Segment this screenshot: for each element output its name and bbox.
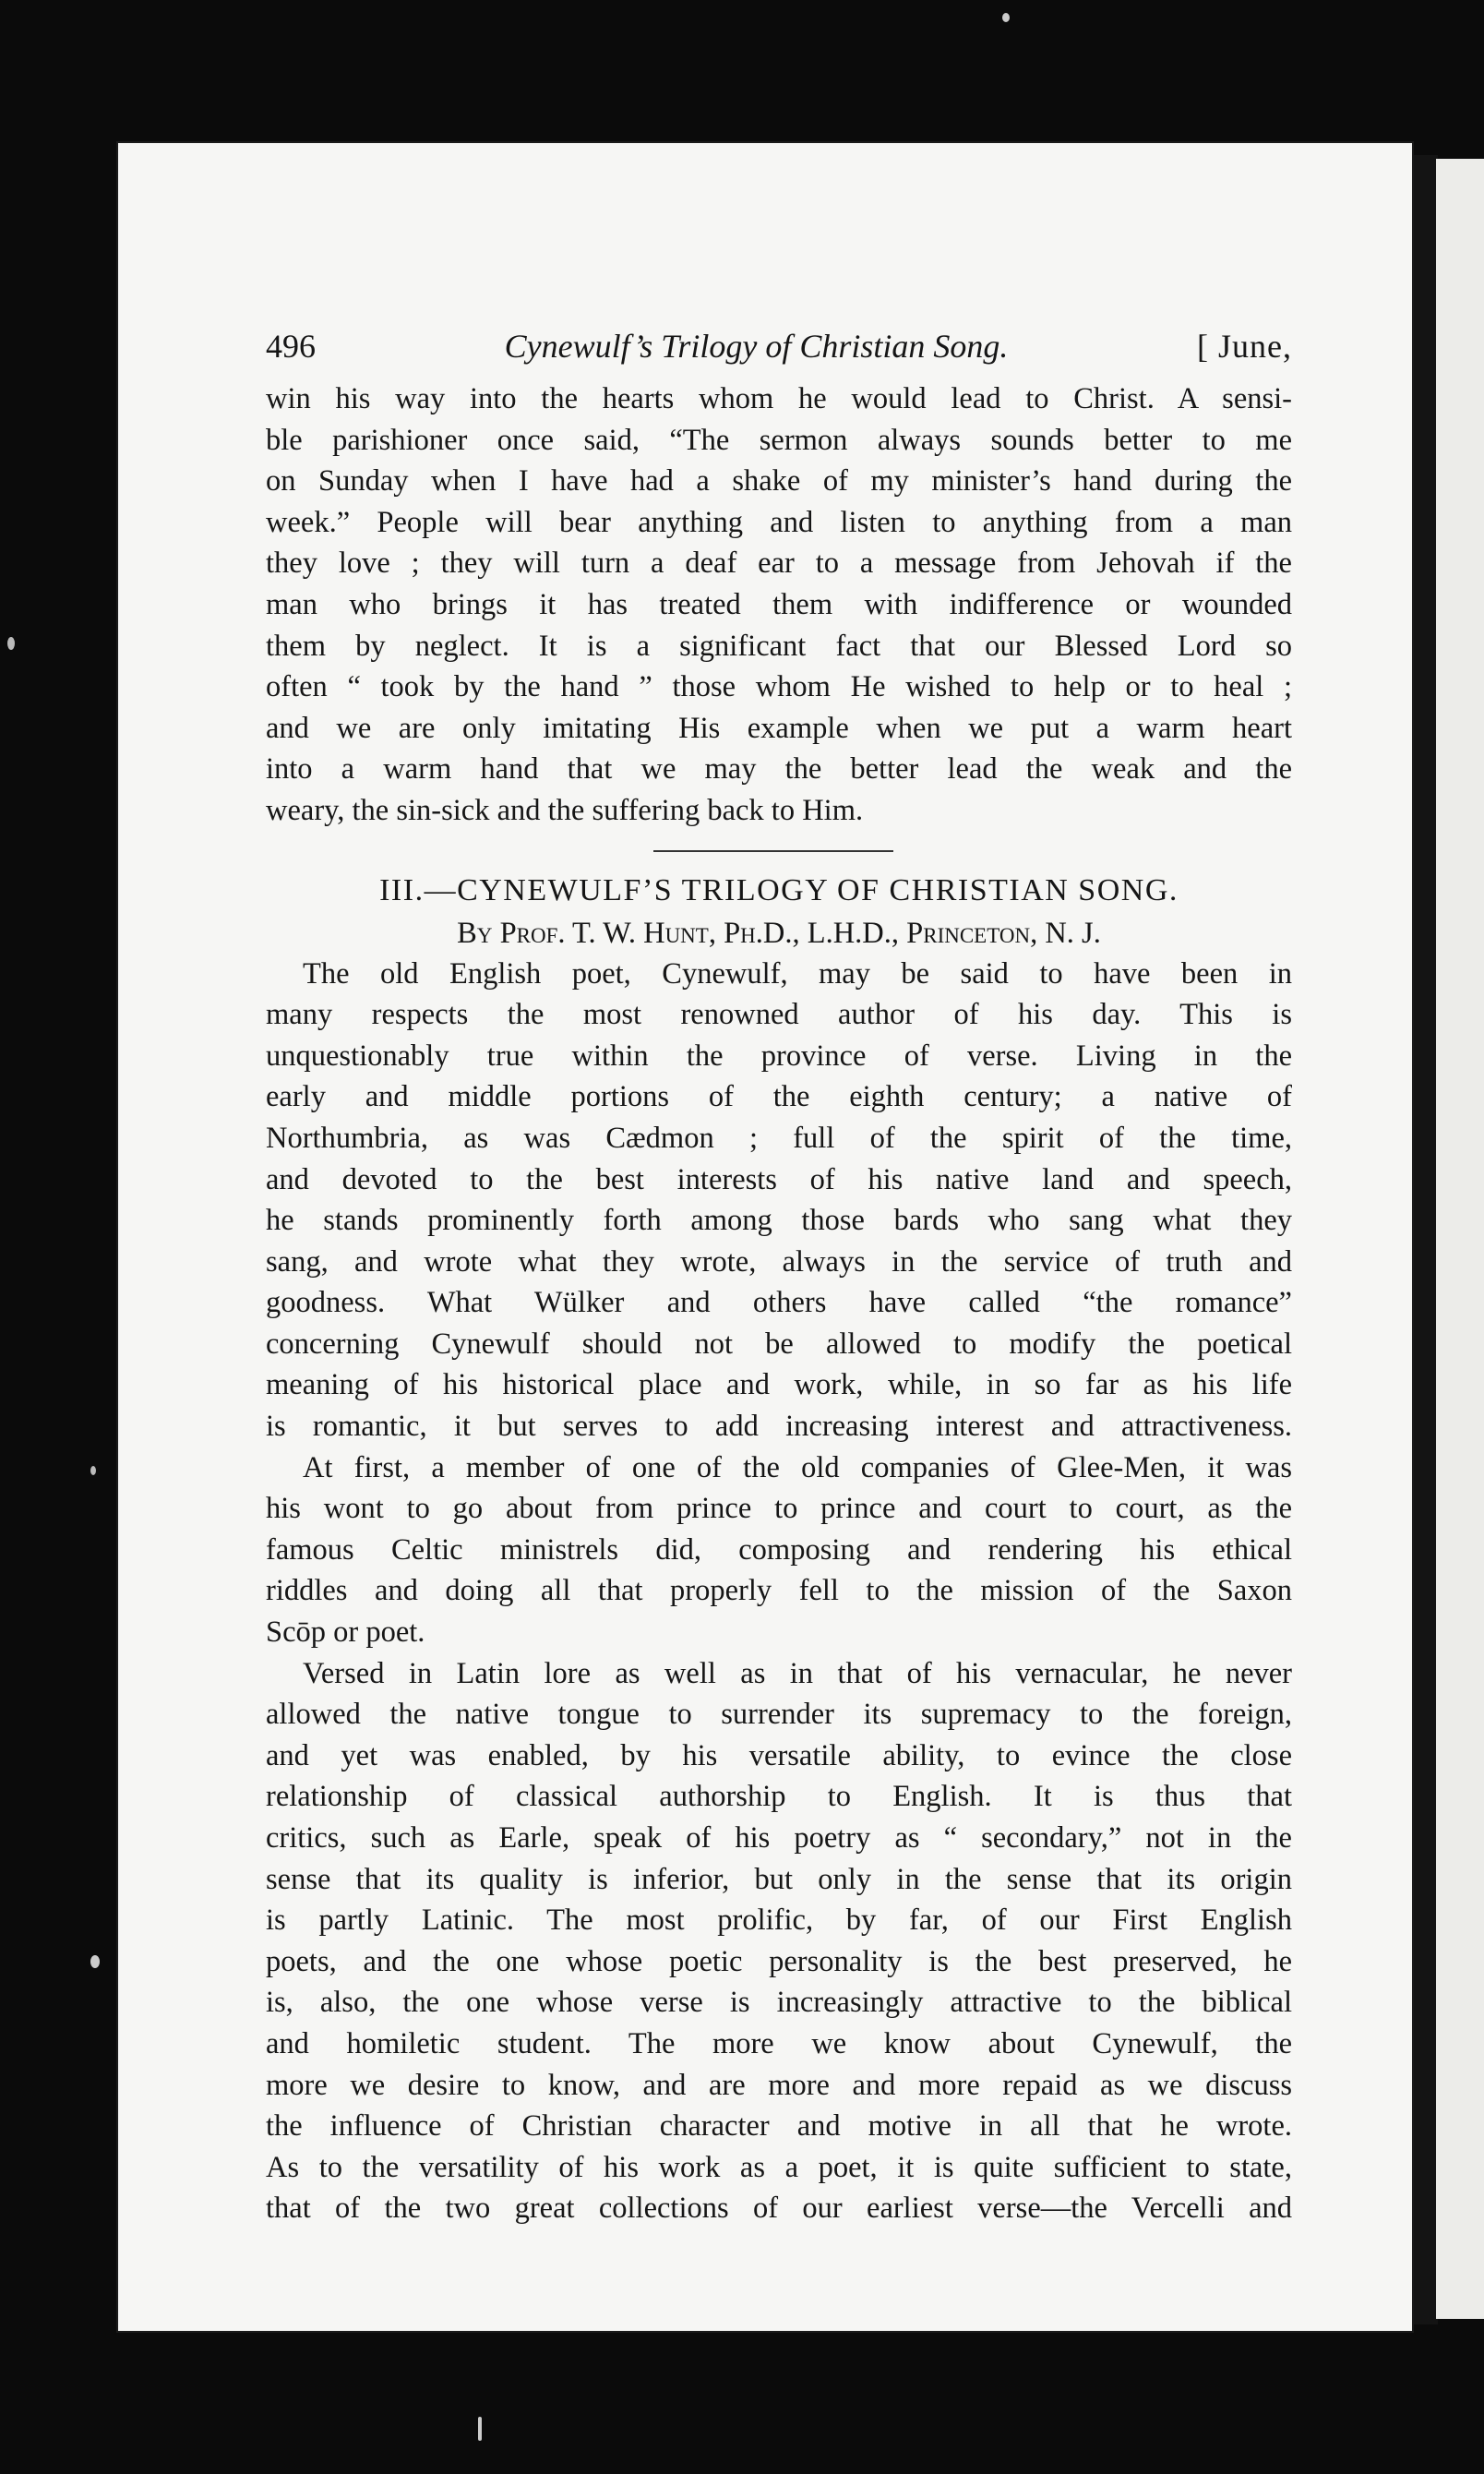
- text-line: man who brings it has treated them with indifference or wounded: [266, 587, 1292, 621]
- text-line: meaning of his historical place and work, while, in so far as his life: [266, 1368, 1292, 1402]
- text-line: into a warm hand that we may the better lead the weak and the: [266, 752, 1292, 787]
- scan-speck: [90, 1466, 96, 1475]
- running-month: [ June,: [1197, 328, 1292, 365]
- scan-speck: [1002, 13, 1010, 22]
- text-line: many respects the most renowned author of his day. This is: [266, 998, 1292, 1032]
- text-line: win his way into the hearts whom he would lead to Christ. A sensi-: [266, 382, 1292, 415]
- text-line: critics, such as Earle, speak of his poetry as “ secondary,” not in the: [266, 1821, 1292, 1855]
- text-line: As to the versatility of his work as a poet, it is quite sufficient to state,: [266, 2150, 1292, 2184]
- text-line: week.” People will bear anything and listen to anything from a man: [266, 505, 1292, 539]
- text-line: poets, and the one whose poetic personality is the best preserved, he: [266, 1944, 1292, 1978]
- page-text: [266, 314, 1292, 2229]
- text-line: he stands prominently forth among those bards who sang what they: [266, 1204, 1292, 1238]
- adjacent-page-shadow: [1410, 155, 1438, 2324]
- text-line: ble parishioner once said, “The sermon always sounds better to me: [266, 423, 1292, 457]
- text-line: At first, a member of one of the old companies of Glee-Men, it was: [303, 1450, 1292, 1484]
- text-line: and homiletic student. The more we know about Cynewulf, the: [266, 2026, 1292, 2060]
- article-byline: By Prof. T. W. Hunt, Ph.D., L.H.D., Princeton, N. J.: [457, 916, 1101, 950]
- text-line: more we desire to know, and are more and more repaid as we discuss: [266, 2068, 1292, 2102]
- scan-speck: [7, 637, 15, 650]
- text-line: that of the two great collections of our earliest verse—the Vercelli and: [266, 2192, 1292, 2226]
- text-line: Scōp or poet.: [266, 1615, 425, 1650]
- section-divider: [266, 832, 1292, 869]
- text-line: them by neglect. It is a significant fact that our Blessed Lord so: [266, 629, 1292, 663]
- text-line: is partly Latinic. The most prolific, by far, of our First English: [266, 1904, 1292, 1938]
- text-line: weary, the sin-sick and the suffering back to Him.: [266, 793, 864, 827]
- text-line: sang, and wrote what they wrote, always in the service of truth and: [266, 1244, 1292, 1279]
- text-line: sense that its quality is inferior, but only in the sense that its origin: [266, 1862, 1292, 1896]
- adjacent-page-edge: [1436, 159, 1484, 2319]
- text-line: and we are only imitating His example when we put a warm heart: [266, 711, 1292, 745]
- text-line: on Sunday when I have had a shake of my minister’s hand during the: [266, 464, 1292, 498]
- running-title: Cynewulf’s Trilogy of Christian Song.: [504, 328, 1009, 365]
- text-line: the influence of Christian character and motive in all that he wrote.: [266, 2109, 1292, 2144]
- text-line: concerning Cynewulf should not be allowed to modify the poetical: [266, 1327, 1292, 1361]
- text-line: allowed the native tongue to surrender its supremacy to the foreign,: [266, 1698, 1292, 1732]
- text-line: early and middle portions of the eighth century; a native of: [266, 1080, 1292, 1114]
- text-line: is romantic, it but serves to add increasing interest and attractiveness.: [266, 1410, 1292, 1444]
- text-line: Northumbria, as was Cædmon ; full of the spirit of the time,: [266, 1121, 1292, 1155]
- paragraph-1: [266, 954, 1292, 1447]
- text-line: famous Celtic ministrels did, composing and rendering his ethical: [266, 1532, 1292, 1567]
- scan-speck: [478, 2417, 482, 2441]
- text-line: Versed in Latin lore as well as in that of his vernacular, he never: [303, 1656, 1292, 1690]
- paragraph-3: [266, 1653, 1292, 2229]
- text-line: relationship of classical authorship to English. It is thus that: [266, 1780, 1292, 1814]
- divider-rule: [653, 850, 893, 852]
- text-line: and yet was enabled, by his versatile ability, to evince the close: [266, 1738, 1292, 1772]
- text-line: they love ; they will turn a deaf ear to a message from Jehovah if the: [266, 546, 1292, 581]
- text-line: unquestionably true within the province of verse. Living in the: [266, 1039, 1292, 1073]
- text-line: and devoted to the best interests of his native land and speech,: [266, 1162, 1292, 1196]
- text-line: his wont to go about from prince to prince and court to court, as the: [266, 1492, 1292, 1526]
- running-head: [266, 314, 1292, 378]
- text-line: often “ took by the hand ” those whom He wished to help or to heal ;: [266, 670, 1292, 704]
- text-line: is, also, the one whose verse is increasingly attractive to the biblical: [266, 1986, 1292, 2020]
- text-line: The old English poet, Cynewulf, may be said to have been in: [303, 956, 1292, 991]
- scan-speck: [90, 1955, 100, 1968]
- paragraph-2: [266, 1447, 1292, 1653]
- text-line: goodness. What Wülker and others have called “the romance”: [266, 1286, 1292, 1320]
- continuation-paragraph: [266, 378, 1292, 832]
- article-title: III.—CYNEWULF’S TRILOGY OF CHRISTIAN SONG.: [379, 872, 1179, 907]
- page-number: 496: [266, 328, 316, 365]
- text-line: riddles and doing all that properly fell to the mission of the Saxon: [266, 1574, 1292, 1608]
